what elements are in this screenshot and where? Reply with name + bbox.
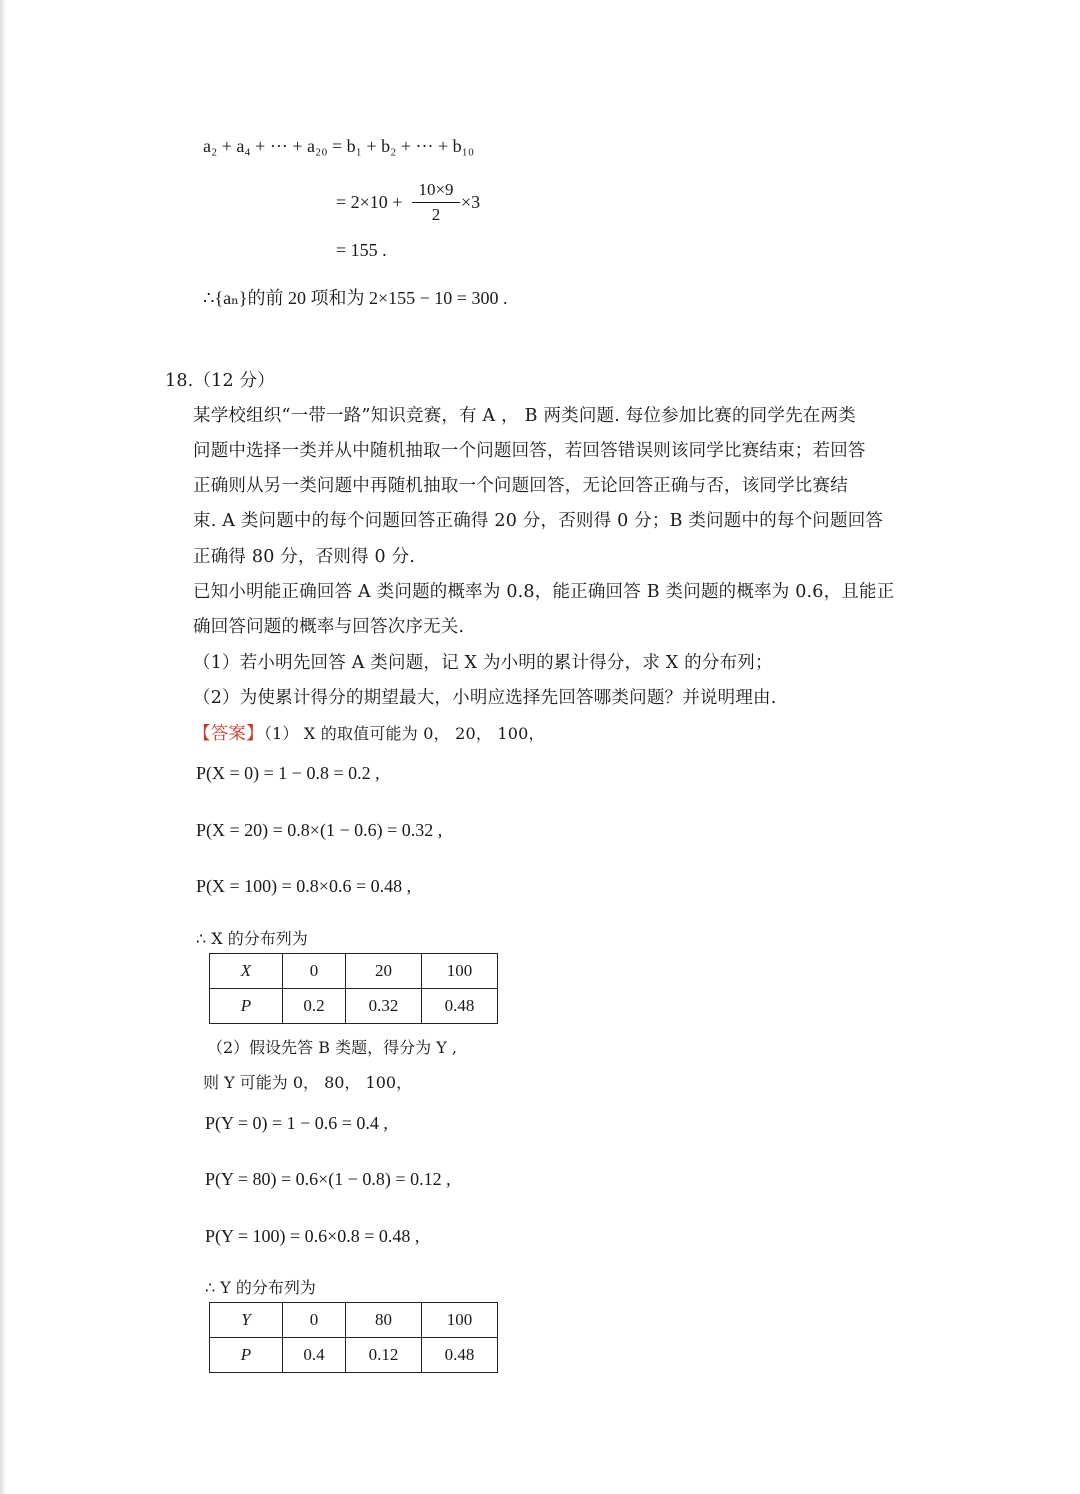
sum-line-2-suffix: ×3 (461, 192, 481, 212)
problem-para1-line: 某学校组织“一带一路”知识竞赛，有 A ， B 两类问题. 每位参加比赛的同学先在两类 (193, 406, 856, 426)
table-cell: 80 (346, 1303, 422, 1338)
fraction-denominator: 2 (431, 205, 441, 224)
table-cell: 0.12 (346, 1338, 422, 1373)
table-cell: X (210, 954, 283, 989)
x-distribution-table (209, 953, 498, 1024)
prob-y-0: P(Y = 0) = 1 − 0.6 = 0.4 , (205, 1113, 388, 1133)
question-1: （1）若小明先回答 A 类问题，记 X 为小明的累计得分，求 X 的分布列； (193, 653, 773, 673)
table-cell: 0.4 (283, 1338, 346, 1373)
answer-part1-intro-line (193, 720, 545, 745)
table-row (210, 989, 498, 1024)
part2-intro-1: （2）假设先答 B 类题，得分为 Y , (207, 1038, 457, 1057)
problem-para1-line: 问题中选择一类并从中随机抽取一个问题回答，若回答错误则该同学比赛结束；若回答 (193, 441, 866, 461)
table-cell: 0 (283, 1303, 346, 1338)
prob-y-80: P(Y = 80) = 0.6×(1 − 0.8) = 0.12 , (205, 1169, 451, 1189)
fraction (412, 180, 460, 225)
problem-para1-line: 正确得 80 分，否则得 0 分. (193, 547, 416, 567)
problem-para2-line: 已知小明能正确回答 A 类问题的概率为 0.8，能正确回答 B 类问题的概率为 0.6，且能正 (193, 582, 895, 602)
prob-x-100: P(X = 100) = 0.8×0.6 = 0.48 , (196, 876, 412, 896)
question-2: （2）为使累计得分的期望最大，小明应选择先回答哪类问题？并说明理由. (193, 688, 777, 708)
table-cell: 0 (283, 954, 346, 989)
prob-x-20: P(X = 20) = 0.8×(1 − 0.6) = 0.32 , (196, 820, 443, 840)
fraction-numerator: 10×9 (418, 180, 454, 199)
sum-line-2-prefix: = 2×10 + (336, 192, 403, 212)
part2-intro-2: 则 Y 可能为 0， 80， 100， (203, 1073, 413, 1092)
table-cell: Y (210, 1303, 283, 1338)
table-cell: P (210, 989, 283, 1024)
y-distribution-table (209, 1302, 498, 1373)
sum-line-3: = 155 . (336, 240, 387, 260)
table-cell: P (210, 1338, 283, 1373)
table-cell: 0.48 (422, 1338, 498, 1373)
sum-line-1: a₂ + a₄ + ··· + a₂₀ = b₁ + b₂ + ··· + b₁₀ (203, 136, 475, 156)
prob-y-100: P(Y = 100) = 0.6×0.8 = 0.48 , (205, 1226, 420, 1246)
problem-number: 18.（12 分） (165, 371, 275, 391)
problem-para1-line: 正确则从另一类问题中再随机抽取一个问题回答，无论回答正确与否，该同学比赛结 (193, 476, 848, 496)
page-edge-shadow (0, 0, 6, 1494)
table-row (210, 1338, 498, 1373)
table-row (210, 1303, 498, 1338)
table-cell: 100 (422, 1303, 498, 1338)
problem-para2-line: 确回答问题的概率与回答次序无关. (193, 617, 465, 637)
x-dist-intro: ∴ X 的分布列为 (196, 929, 308, 948)
problem-para1-line: 束. A 类问题中的每个问题回答正确得 20 分，否则得 0 分；B 类问题中的每个问题回答 (193, 511, 884, 531)
y-dist-intro: ∴ Y 的分布列为 (205, 1278, 316, 1297)
table-cell: 20 (346, 954, 422, 989)
fraction-bar (412, 202, 460, 203)
table-cell: 0.2 (283, 989, 346, 1024)
table-cell: 100 (422, 954, 498, 989)
prob-x-0: P(X = 0) = 1 − 0.8 = 0.2 , (196, 763, 380, 783)
answer-tag: 【答案】 (193, 724, 264, 744)
table-cell: 0.48 (422, 989, 498, 1024)
table-cell: 0.32 (346, 989, 422, 1024)
table-row (210, 954, 498, 989)
answer-part1-intro: （1） X 的取值可能为 0， 20， 100， (263, 724, 545, 743)
sum-conclusion: ∴{aₙ}的前 20 项和为 2×155 − 10 = 300 . (203, 288, 508, 308)
